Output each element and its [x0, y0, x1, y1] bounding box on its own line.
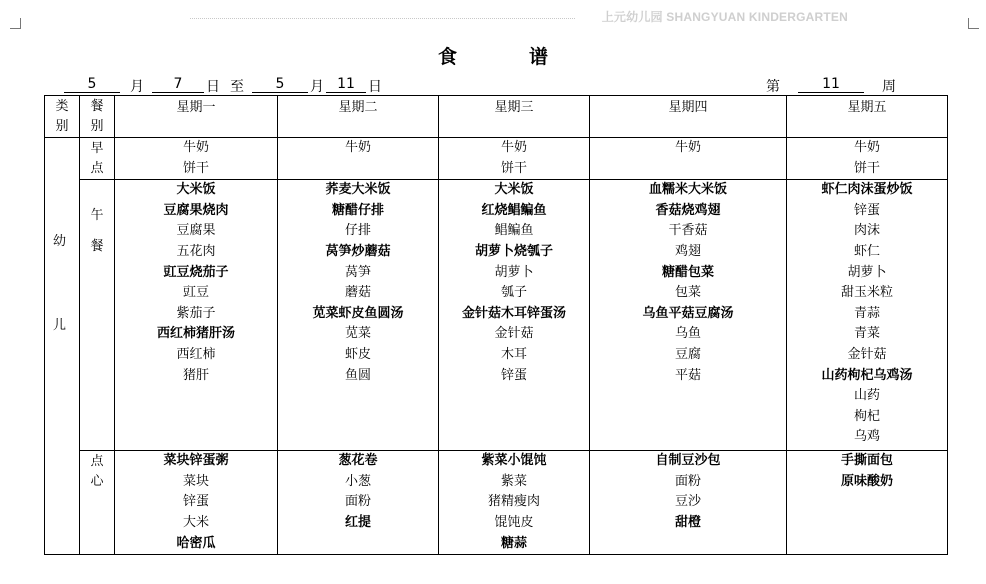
breakfast-cell [439, 138, 590, 180]
ingredient: 鸡翅 [674, 243, 701, 259]
dish-name: 山药枸杞乌鸡汤 [821, 367, 913, 383]
lunch-cell [590, 180, 787, 451]
day-label: 日 [368, 79, 382, 95]
dish-name: 血糯米大米饭 [648, 182, 727, 198]
ingredient: 鱼圆 [344, 367, 371, 383]
meal-label-text: 早 点 [90, 141, 104, 176]
ingredient: 木耳 [500, 346, 527, 362]
dish-name: 甜橙 [674, 514, 701, 530]
header-rule [190, 18, 575, 19]
breakfast-cell [787, 138, 948, 180]
month-label: 月 [310, 79, 324, 95]
ingredient: 胡萝卜 [494, 264, 534, 280]
ingredient: 猪肝 [182, 367, 209, 383]
page-corner-mark [10, 18, 21, 29]
breakfast-row [45, 138, 948, 180]
ingredient: 紫菜 [500, 473, 527, 489]
ingredient: 大米 [182, 514, 209, 530]
dish-name: 哈密瓜 [176, 535, 216, 551]
ingredient: 包菜 [674, 285, 701, 301]
day-label: 日 [206, 79, 220, 95]
day-header: 星期三 [439, 96, 590, 138]
dish-name: 大米饭 [176, 182, 216, 198]
day-header: 星期五 [787, 96, 948, 138]
ingredient: 小葱 [344, 473, 371, 489]
dish-name: 胡萝卜烧瓠子 [474, 243, 553, 259]
ingredient: 饼干 [853, 160, 880, 176]
ingredient: 甜玉米粒 [840, 285, 893, 301]
ingredient: 牛奶 [182, 140, 209, 155]
ingredient: 蘑菇 [344, 285, 371, 301]
ingredient: 牛奶 [500, 140, 527, 155]
ingredient: 鲳鳊鱼 [494, 223, 534, 239]
ingredient: 猪精瘦肉 [487, 494, 540, 510]
ingredient: 枸杞 [853, 408, 880, 424]
start-month: 5 [64, 76, 120, 93]
ingredient: 莴笋 [344, 264, 371, 280]
dish-name: 糖蒜 [500, 535, 527, 551]
ingredient: 西红柿 [176, 346, 216, 362]
month-label: 月 [130, 79, 144, 95]
ingredient: 五花肉 [176, 243, 216, 259]
dish-name: 莴笋炒蘑菇 [325, 243, 391, 259]
day-header: 星期一 [115, 96, 278, 138]
meal-label-snack [80, 451, 115, 555]
ingredient: 锌蛋 [500, 367, 527, 383]
week-prefix: 第 [766, 79, 780, 95]
breakfast-cell [115, 138, 278, 180]
breakfast-cell [278, 138, 439, 180]
dish-name: 手撕面包 [840, 453, 893, 469]
dish-name: 红提 [344, 514, 371, 530]
ingredient: 面粉 [344, 494, 371, 510]
end-month: 5 [252, 76, 308, 93]
ingredient: 豇豆 [182, 285, 209, 301]
lunch-cell [115, 180, 278, 451]
ingredient: 干香菇 [668, 223, 708, 239]
meal-label-lunch [80, 180, 115, 451]
meal-header [80, 96, 115, 138]
dish-name: 紫菜小馄饨 [481, 453, 547, 469]
snack-cell [787, 451, 948, 555]
ingredient: 豆沙 [674, 494, 701, 510]
dish-name: 乌鱼平菇豆腐汤 [642, 305, 734, 321]
ingredient: 山药 [853, 388, 880, 404]
date-line [64, 76, 914, 96]
header-kindergarten-name: 上元幼儿园 SHANGYUAN KINDERGARTEN [601, 10, 848, 24]
ingredient: 紫茄子 [176, 305, 216, 321]
dish-name: 豇豆烧茄子 [163, 264, 229, 280]
ingredient: 锌蛋 [182, 494, 209, 510]
ingredient: 牛奶 [344, 140, 371, 155]
ingredient: 面粉 [674, 473, 701, 489]
lunch-row [45, 180, 948, 451]
ingredient: 金针菇 [847, 346, 887, 362]
page-title: 食谱 [437, 46, 620, 68]
ingredient: 金针菇 [494, 326, 534, 342]
dish-name: 糖醋仔排 [331, 202, 384, 218]
ingredient: 仔排 [344, 223, 371, 239]
dish-name: 糖醋包菜 [661, 264, 714, 280]
end-day: 11 [326, 76, 366, 93]
day-header: 星期四 [590, 96, 787, 138]
ingredient: 瓠子 [500, 285, 527, 301]
dish-name: 原味酸奶 [840, 473, 893, 489]
to-label: 至 [230, 79, 244, 95]
start-day: 7 [152, 76, 204, 93]
ingredient: 平菇 [674, 367, 701, 383]
category-label: 幼 儿 [53, 234, 67, 333]
snack-cell [278, 451, 439, 555]
dish-name: 葱花卷 [338, 453, 378, 469]
ingredient: 牛奶 [674, 140, 701, 155]
ingredient: 馄饨皮 [494, 514, 534, 530]
dish-name: 西红柿猪肝汤 [156, 326, 235, 342]
dish-name: 香菇烧鸡翅 [655, 202, 721, 218]
meal-header-label: 餐 别 [90, 99, 104, 134]
category-cell [45, 138, 80, 555]
day-header: 星期二 [278, 96, 439, 138]
ingredient: 豆腐 [674, 346, 701, 362]
dish-name: 荞麦大米饭 [325, 182, 391, 198]
ingredient: 锌蛋 [853, 202, 880, 218]
ingredient: 肉沫 [853, 223, 880, 239]
week-number: 11 [798, 76, 864, 93]
header-row [45, 96, 948, 138]
dish-name: 苋菜虾皮鱼圆汤 [312, 305, 404, 321]
ingredient: 虾皮 [344, 346, 371, 362]
ingredient: 饼干 [182, 160, 209, 176]
lunch-cell [278, 180, 439, 451]
snack-cell [590, 451, 787, 555]
ingredient: 苋菜 [344, 326, 371, 342]
dish-name: 自制豆沙包 [655, 453, 721, 469]
snack-cell [439, 451, 590, 555]
dish-name: 金针菇木耳锌蛋汤 [461, 305, 566, 321]
ingredient: 菜块 [182, 473, 209, 489]
dish-name: 菜块锌蛋粥 [163, 453, 229, 469]
page-corner-mark [968, 18, 979, 29]
ingredient: 青菜 [853, 326, 880, 342]
meal-label-text: 点 心 [90, 454, 104, 490]
lunch-cell [787, 180, 948, 451]
meal-label-breakfast [80, 138, 115, 180]
ingredient: 虾仁 [853, 243, 880, 259]
category-header [45, 96, 80, 138]
ingredient: 豆腐果 [176, 223, 216, 239]
lunch-cell [439, 180, 590, 451]
snack-row [45, 451, 948, 555]
dish-name: 红烧鲳鳊鱼 [481, 202, 547, 218]
dish-name: 虾仁肉沫蛋炒饭 [821, 182, 913, 198]
ingredient: 乌鱼 [674, 326, 701, 342]
meal-label-text: 午 餐 [90, 208, 104, 255]
dish-name: 豆腐果烧肉 [163, 202, 229, 218]
breakfast-cell [590, 138, 787, 180]
ingredient: 饼干 [500, 160, 527, 176]
dish-name: 大米饭 [494, 182, 534, 198]
ingredient: 胡萝卜 [847, 264, 887, 280]
menu-table [44, 95, 948, 555]
snack-cell [115, 451, 278, 555]
ingredient: 青蒜 [853, 305, 880, 321]
ingredient: 乌鸡 [853, 429, 880, 445]
category-header-label: 类 别 [55, 99, 69, 134]
week-label: 周 [882, 79, 896, 95]
ingredient: 牛奶 [853, 140, 880, 155]
